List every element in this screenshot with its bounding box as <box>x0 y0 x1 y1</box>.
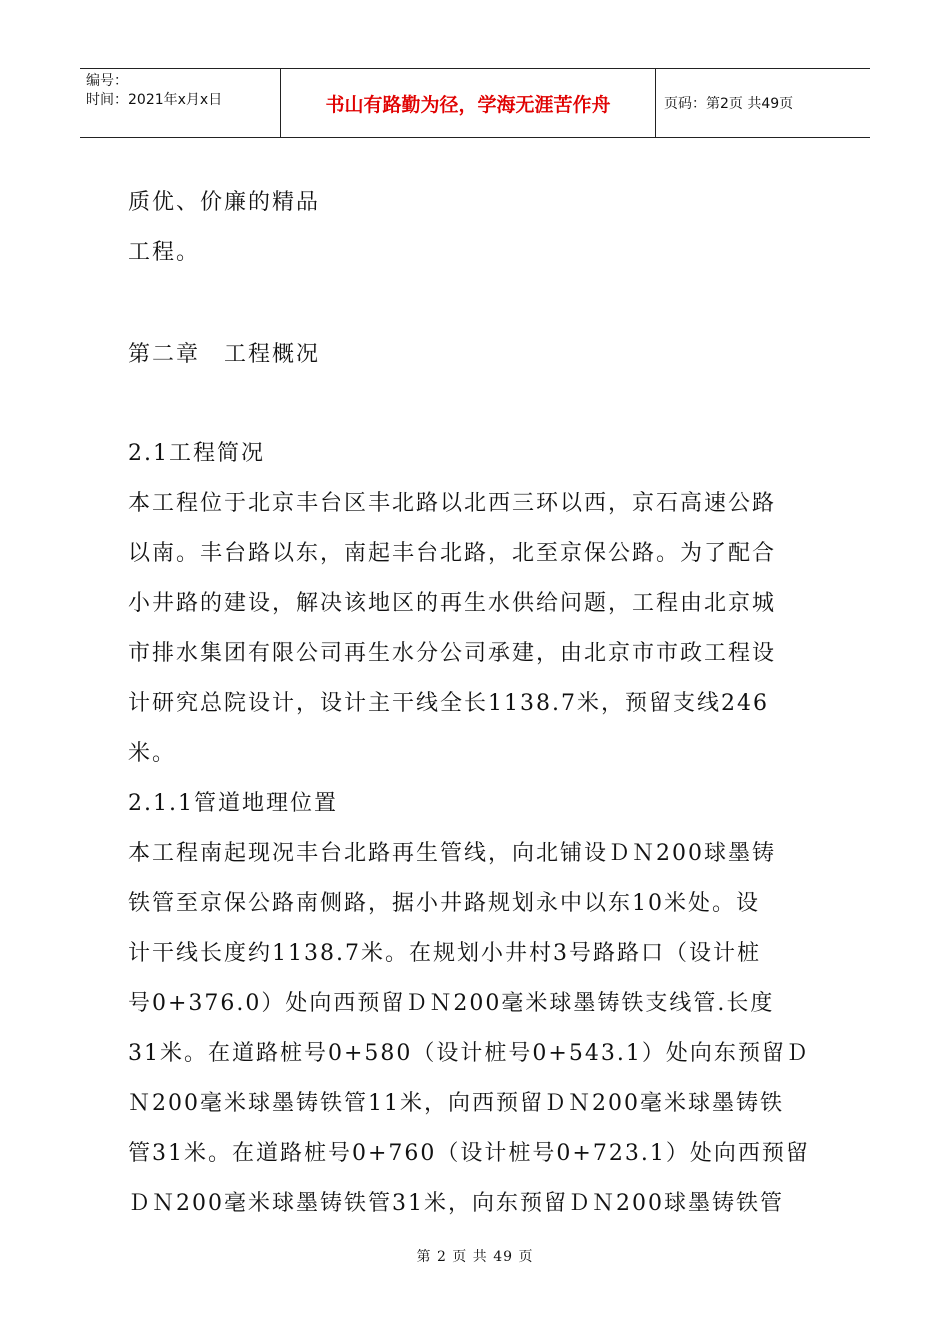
body-line: 铁管至京保公路南侧路，据小井路规划永中以东10米处。设 <box>128 891 760 916</box>
section-heading: 2.1工程简况 <box>128 441 265 466</box>
header-divider <box>280 69 281 137</box>
chapter-heading: 第二章 工程概况 <box>128 342 321 367</box>
body-line: 号0+376.0）处向西预留ＤＮ200毫米球墨铸铁支线管.长度 <box>128 991 775 1016</box>
header-meta <box>80 69 280 137</box>
body-line: 31米。在道路桩号0+580（设计桩号0+543.1）处向东预留Ｄ <box>128 1041 810 1066</box>
body-line: 市排水集团有限公司再生水分公司承建，由北京市市政工程设 <box>128 641 777 666</box>
header-number-label: 编号： <box>86 73 128 89</box>
body-line: 计研究总院设计，设计主干线全长1138.7米，预留支线246 <box>128 691 769 716</box>
body-line: Ｎ200毫米球墨铸铁管11米，向西预留ＤＮ200毫米球墨铸铁 <box>128 1091 784 1116</box>
body-line: 计干线长度约1138.7米。在规划小井村3号路路口（设计桩 <box>128 941 761 966</box>
body-line: 工程。 <box>128 240 201 265</box>
header-page-info: 页码：第2页 共49页 <box>664 96 794 112</box>
subsection-heading: 2.1.1管道地理位置 <box>128 791 338 816</box>
body-line: 小井路的建设，解决该地区的再生水供给问题，工程由北京城 <box>128 591 777 616</box>
header-motto: 书山有路勤为径，学海无涯苦作舟 <box>325 93 611 116</box>
page-footer: 第 2 页 共 49 页 <box>416 1249 534 1265</box>
body-line: 以南。丰台路以东，南起丰台北路，北至京保公路。为了配合 <box>128 541 777 566</box>
page-header <box>80 68 870 138</box>
body-line: 质优、价廉的精品 <box>128 190 321 215</box>
body-line: 米。 <box>128 741 177 766</box>
body-line: 本工程南起现况丰台北路再生管线，向北铺设ＤＮ200球墨铸 <box>128 841 776 866</box>
header-time-label: 时间：2021年x月x日 <box>86 92 223 108</box>
body-line: ＤＮ200毫米球墨铸铁管31米，向东预留ＤＮ200球墨铸铁管 <box>128 1191 784 1216</box>
body-line: 本工程位于北京丰台区丰北路以北西三环以西，京石高速公路 <box>128 491 777 516</box>
body-line: 管31米。在道路桩号0+760（设计桩号0+723.1）处向西预留 <box>128 1141 810 1166</box>
header-divider <box>655 69 656 137</box>
